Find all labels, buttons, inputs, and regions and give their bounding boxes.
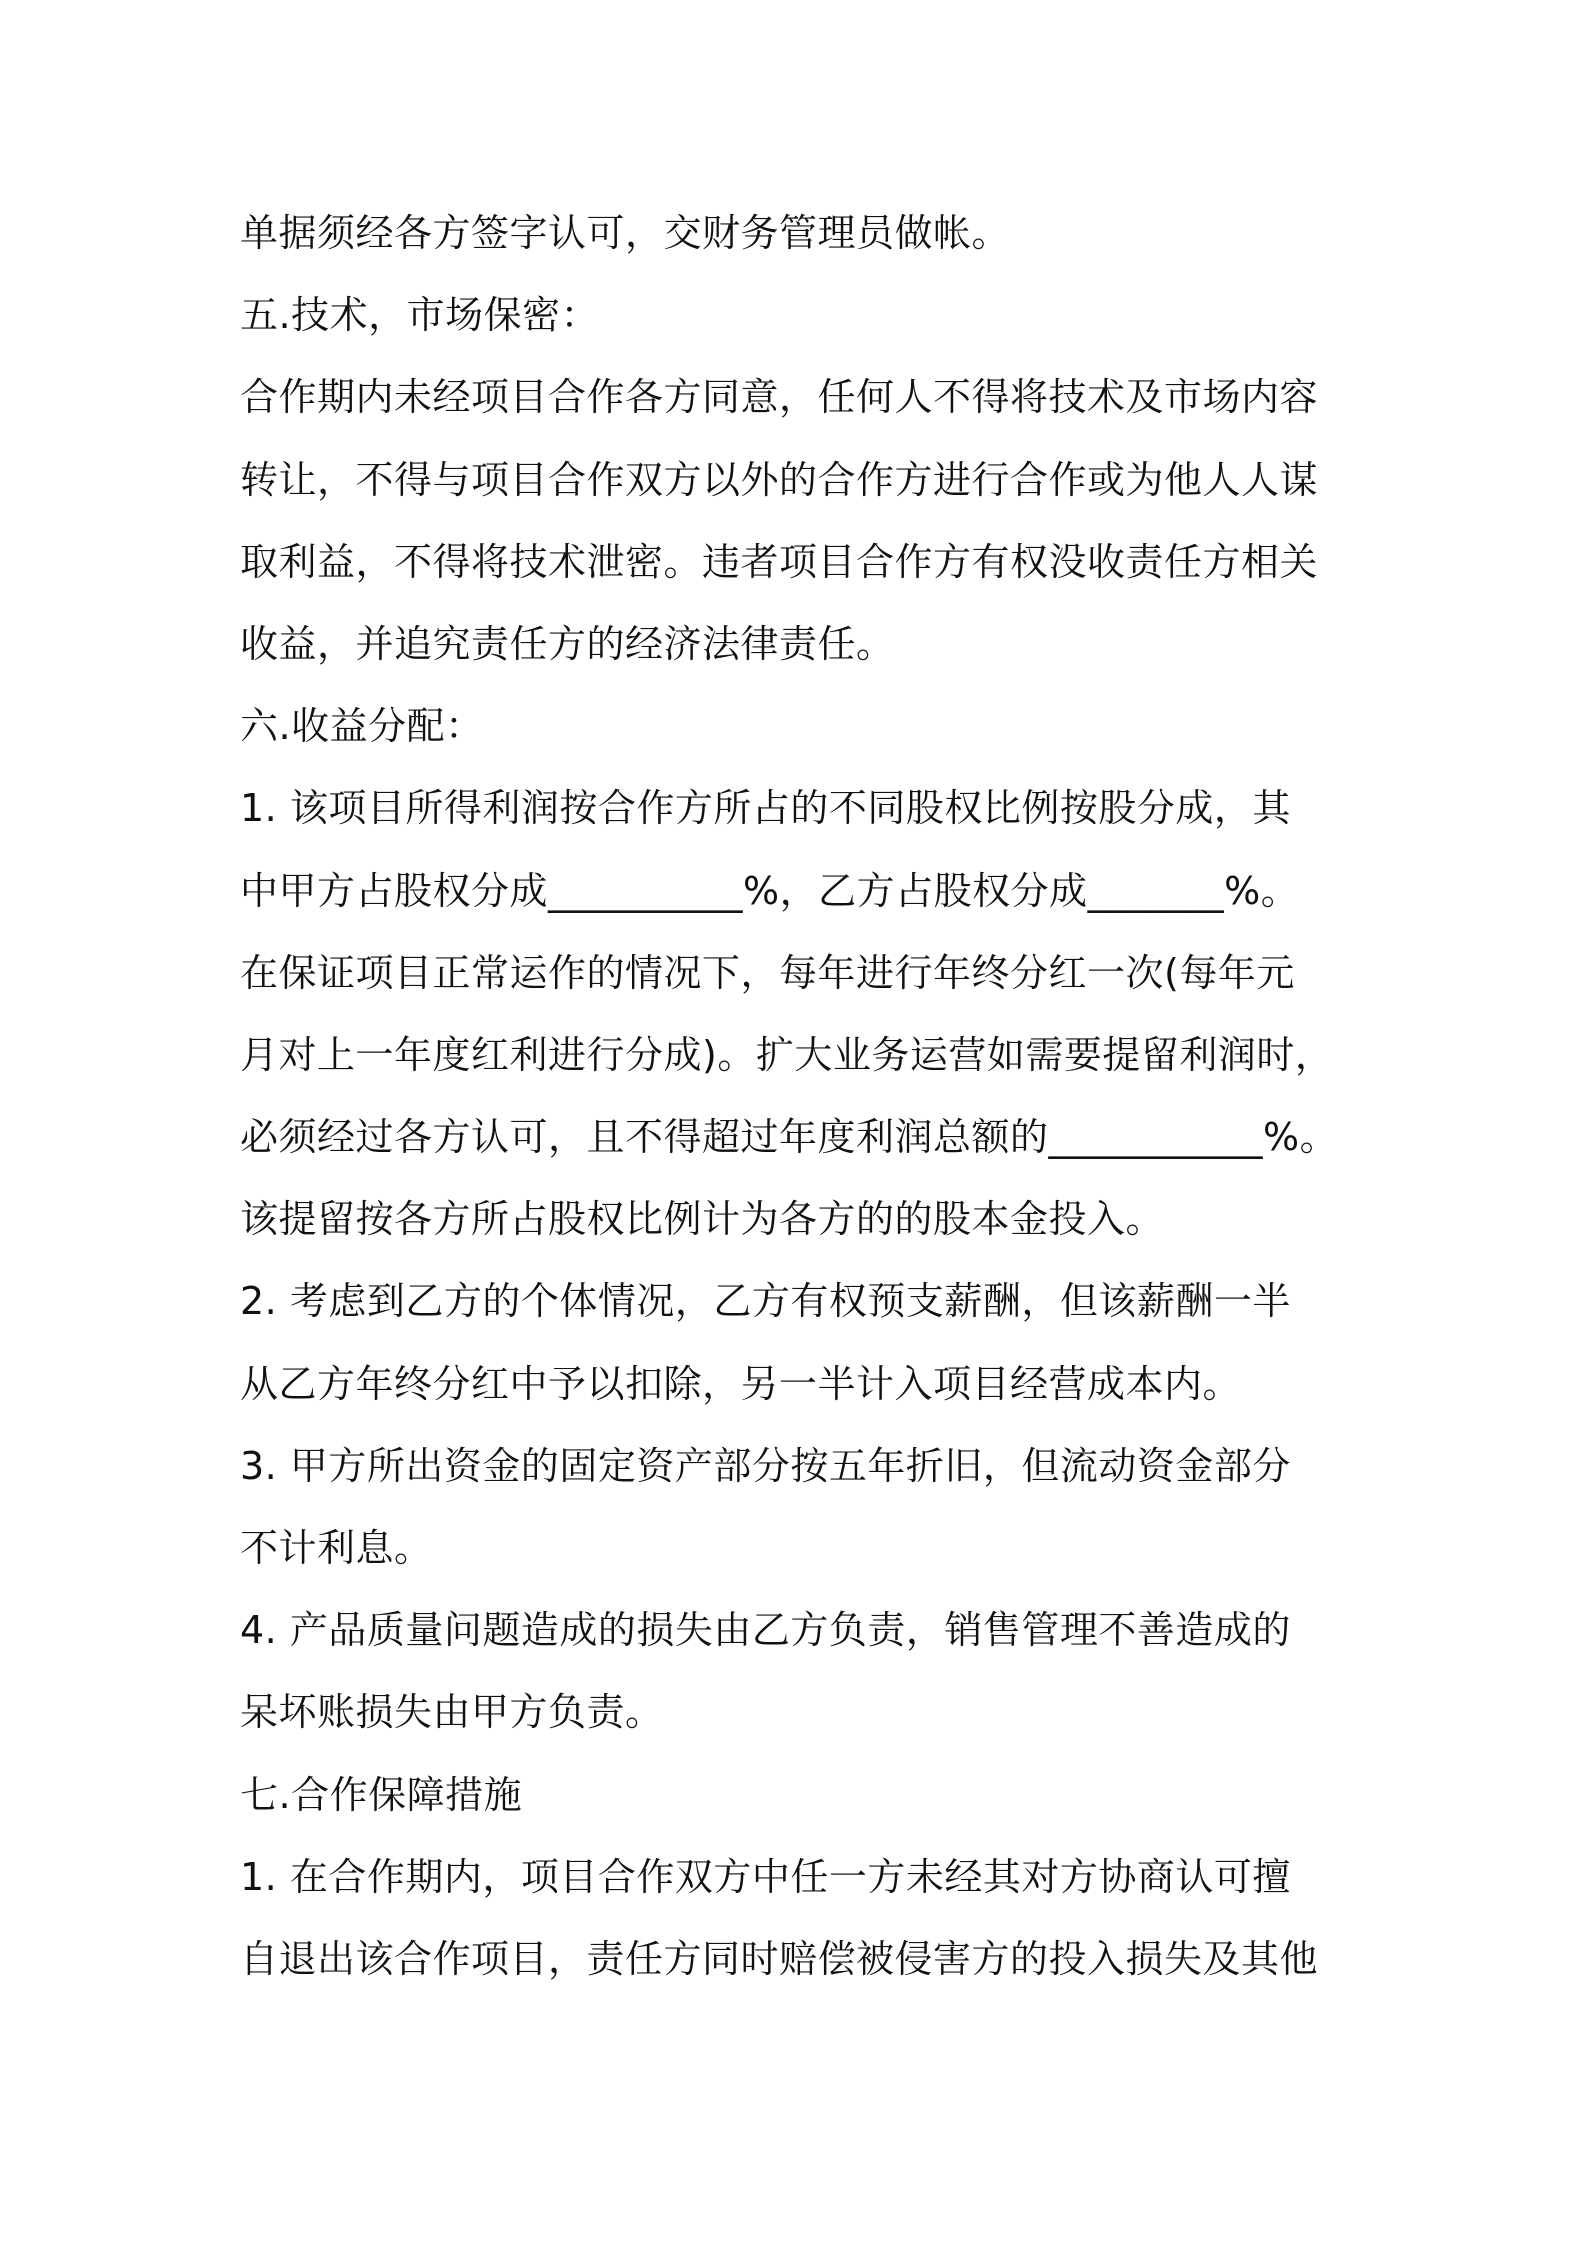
text-line: 自退出该合作项目，责任方同时赔偿被侵害方的投入损失及其他 [240, 1936, 1319, 1981]
text-line: 从乙方年终分红中予以扣除，另一半计入项目经营成本内。 [240, 1361, 1242, 1406]
text-line: 呆坏账损失由甲方负责。 [240, 1690, 664, 1735]
text-line: 必须经过各方认可，且不得超过年度利润总额的___________%。 [240, 1115, 1339, 1160]
section-heading-guarantee-measures: 七.合作保障措施 [240, 1772, 523, 1817]
text-line: 3. 甲方所出资金的固定资产部分按五年折旧，但流动资金部分 [240, 1443, 1291, 1488]
section-heading-confidentiality: 五.技术，市场保密： [240, 293, 600, 338]
text-line: 1. 在合作期内，项目合作双方中任一方未经其对方协商认可擅 [240, 1854, 1291, 1899]
section-heading-profit-distribution: 六.收益分配： [240, 704, 484, 749]
text-line: 4. 产品质量问题造成的损失由乙方负责，销售管理不善造成的 [240, 1608, 1291, 1653]
document-body [240, 192, 1360, 2000]
text-line: 中甲方占股权分成__________%，乙方占股权分成_______%。 [240, 868, 1300, 913]
text-line: 不计利息。 [240, 1526, 433, 1570]
text-line: 在保证项目正常运作的情况下，每年进行年终分红一次(每年元 [240, 950, 1295, 995]
text-line: 1. 该项目所得利润按合作方所占的不同股权比例按股分成，其 [240, 786, 1291, 831]
text-line: 2. 考虑到乙方的个体情况，乙方有权预支薪酬，但该薪酬一半 [240, 1279, 1291, 1324]
text-line: 取利益，不得将技术泄密。违者项目合作方有权没收责任方相关 [240, 539, 1319, 584]
text-line: 单据须经各方签字认可，交财务管理员做帐。 [240, 211, 1011, 255]
text-line: 转让，不得与项目合作双方以外的合作方进行合作或为他人人谋 [240, 457, 1319, 502]
text-line: 该提留按各方所占股权比例计为各方的的股本金投入。 [240, 1197, 1165, 1242]
text-line: 收益，并追究责任方的经济法律责任。 [240, 621, 895, 666]
text-line: 月对上一年度红利进行分成)。扩大业务运营如需要提留利润时， [240, 1032, 1334, 1077]
text-line: 合作期内未经项目合作各方同意，任何人不得将技术及市场内容 [240, 375, 1319, 420]
